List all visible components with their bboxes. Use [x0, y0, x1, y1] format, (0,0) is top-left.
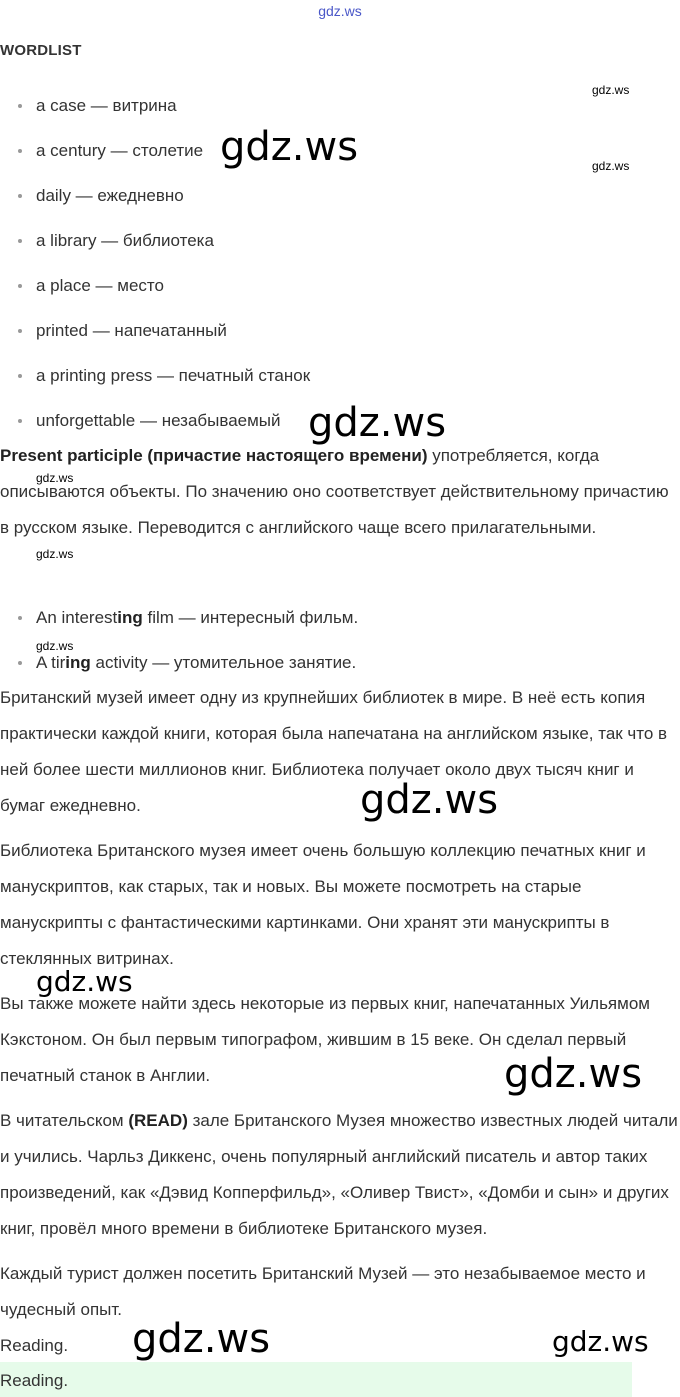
list-item: daily — ежедневно — [36, 186, 184, 205]
site-label[interactable]: gdz.ws — [318, 3, 362, 19]
wordlist-heading: WORDLIST — [0, 42, 82, 59]
highlighted-answer-row — [0, 1362, 632, 1397]
reading-label: Reading. — [0, 1336, 69, 1355]
paragraph-reading-room: В читательском (READ) зале Британского Музея множество известных людей читали и учились. Чарльз Диккенс, очень популярный английский писатель и автор таких произведений, как «Дэвид Копперфильд», «Оливер Твист», «Домби и сын» и других книг, провёл много времени в библиотеке Британского музея. — [0, 1111, 678, 1238]
watermark: gdz.ws — [36, 471, 74, 485]
example-item: An interesting film — интересный фильм. — [36, 608, 359, 627]
list-item: printed — напечатанный — [36, 321, 227, 340]
list-item: a printing press — печатный станок — [36, 366, 311, 385]
participle-term: Present participle (причастие настоящего времени) — [0, 446, 428, 465]
watermark: gdz.ws — [504, 1051, 643, 1097]
list-item: a place — место — [36, 276, 164, 295]
list-item: a case — витрина — [36, 96, 177, 115]
bullet-dot-icon — [18, 104, 22, 108]
list-item: a library — библиотека — [36, 231, 214, 250]
bullet-dot-icon — [18, 419, 22, 423]
watermark: gdz.ws — [308, 400, 447, 446]
watermark: gdz.ws — [36, 965, 133, 998]
paragraph-library: Британский музей имеет одну из крупнейших библиотек в мире. В неё есть копия практически каждой книги, которая была напечатана на английском языке, так что в ней более шести миллионов книг. Библиотека получает около двух тысяч книг и бумаг ежедневно. — [0, 688, 668, 815]
bullet-dot-icon — [18, 239, 22, 243]
participle-text: употребляется, когда описываются объекты. По значению оно соответствует действительному причастию в русском языке. Переводится с английского чаще всего прилагательными. — [0, 446, 669, 537]
bullet-dot-icon — [18, 329, 22, 333]
bullet-dot-icon — [18, 661, 22, 665]
example-item: A tiring activity — утомительное занятие. — [36, 653, 357, 672]
watermark: gdz.ws — [592, 159, 630, 173]
watermark: gdz.ws — [552, 1325, 649, 1358]
reading-label-highlighted: Reading. — [0, 1371, 69, 1390]
watermark: gdz.ws — [132, 1316, 271, 1362]
watermark: gdz.ws — [592, 83, 630, 97]
list-item: a century — столетие — [36, 141, 204, 160]
bullet-dot-icon — [18, 374, 22, 378]
bullet-dot-icon — [18, 194, 22, 198]
paragraph-collection: Библиотека Британского музея имеет очень большую коллекцию печатных книг и манускриптов, как старых, так и новых. Вы можете посмотреть на старые манускрипты с фантастическими картинками. Они хранят эти манускрипты в стеклянных витринах. — [0, 841, 646, 968]
participle-paragraph — [0, 438, 680, 546]
watermark: gdz.ws — [36, 547, 74, 561]
watermark: gdz.ws — [220, 124, 359, 170]
paragraph-caxton: Вы также можете найти здесь некоторые из первых книг, напечатанных Уильямом Кэкстоном. Он был первым типографом, жившим в 15 веке. Он сделал первый печатный станок в Англии. — [0, 994, 650, 1085]
bullet-dot-icon — [18, 149, 22, 153]
watermark: gdz.ws — [360, 777, 499, 823]
watermark: gdz.ws — [36, 639, 74, 653]
bullet-dot-icon — [18, 284, 22, 288]
bullet-dot-icon — [18, 616, 22, 620]
paragraph-tourist: Каждый турист должен посетить Британский Музей — это незабываемое место и чудесный опыт. — [0, 1264, 646, 1319]
list-item: unforgettable — незабываемый — [36, 411, 281, 430]
